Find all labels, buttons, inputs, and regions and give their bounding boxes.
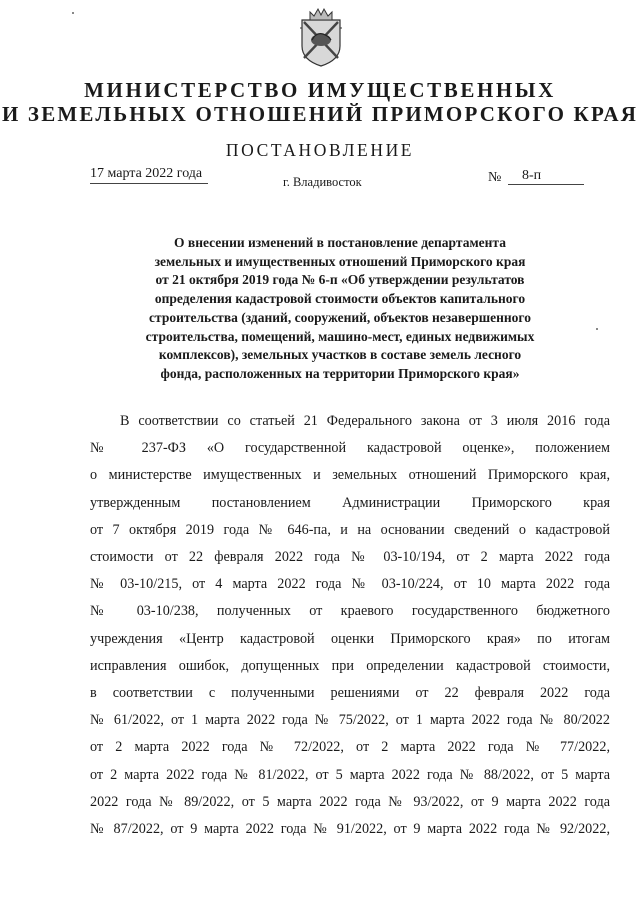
body-line: о министерстве имущественных и земельных отношений Приморского края, <box>90 467 610 484</box>
document-body <box>90 408 610 843</box>
body-line: в соответствии с полученными решениями от 22 февраля 2022 года <box>90 685 610 702</box>
number-label: № <box>488 170 502 185</box>
title-line: фонда, расположенных на территории Приморского края» <box>160 365 520 381</box>
body-line: стоимости от 22 февраля 2022 года № 03-10/194, от 2 марта 2022 года <box>90 549 610 566</box>
ministry-name-line1: МИНИСТЕРСТВО ИМУЩЕСТВЕННЫХ <box>84 78 556 102</box>
body-line: учреждения «Центр кадастровой оценки Приморского края» по итогам <box>90 630 610 647</box>
document-title <box>110 234 570 384</box>
body-line: утвержденным постановлением Администрации Приморского края <box>90 494 610 511</box>
title-line: О внесении изменений в постановление департамента <box>174 235 506 250</box>
document-city: г. Владивосток <box>283 175 362 189</box>
title-line: земельных и имущественных отношений Приморского края <box>154 253 526 269</box>
ministry-name-line2: И ЗЕМЕЛЬНЫХ ОТНОШЕНИЙ ПРИМОРСКОГО КРАЯ <box>1 102 639 126</box>
body-line: № 61/2022, от 1 марта 2022 года № 75/2022, от 1 марта 2022 года № 80/2022 <box>90 712 610 729</box>
body-line: исправления ошибок, допущенных при определении кадастровой стоимости, <box>90 657 610 674</box>
body-line: от 2 марта 2022 года № 72/2022, от 2 марта 2022 года № 77/2022, <box>90 739 610 756</box>
title-line: строительства, помещений, машино-мест, единых недвижимых <box>145 328 535 344</box>
title-line: определения кадастровой стоимости объектов капитального <box>154 291 526 307</box>
document-number: 8-п <box>508 168 584 185</box>
body-line: от 7 октября 2019 года № 646-па, и на основании сведений о кадастровой <box>90 521 610 538</box>
body-line: № 03-10/238, полученных от краевого государственного бюджетного <box>90 603 610 620</box>
coat-of-arms-icon <box>296 6 346 68</box>
body-line: В соответствии со статьей 21 Федерального закона от 3 июля 2016 года <box>120 413 610 429</box>
body-line: от 2 марта 2022 года № 81/2022, от 5 марта 2022 года № 88/2022, от 5 марта <box>90 766 610 783</box>
title-line: строительства (зданий, сооружений, объектов незавершенного <box>149 309 531 325</box>
document-date: 17 марта 2022 года <box>90 166 208 184</box>
body-line: № 03-10/215, от 4 марта 2022 года № 03-10/224, от 10 марта 2022 года <box>90 576 610 593</box>
body-line: № 87/2022, от 9 марта 2022 года № 91/2022, от 9 марта 2022 года № 92/2022, <box>90 821 610 838</box>
body-line: 2022 года № 89/2022, от 5 марта 2022 года № 93/2022, от 9 марта 2022 года <box>90 793 610 810</box>
title-line: от 21 октября 2019 года № 6-п «Об утверждении результатов <box>155 272 525 288</box>
body-line: № 237-ФЗ «О государственной кадастровой оценке», положением <box>90 440 610 457</box>
document-type: ПОСТАНОВЛЕНИЕ <box>225 140 415 160</box>
title-line: комплексов), земельных участков в составе земель лесного <box>158 347 522 363</box>
